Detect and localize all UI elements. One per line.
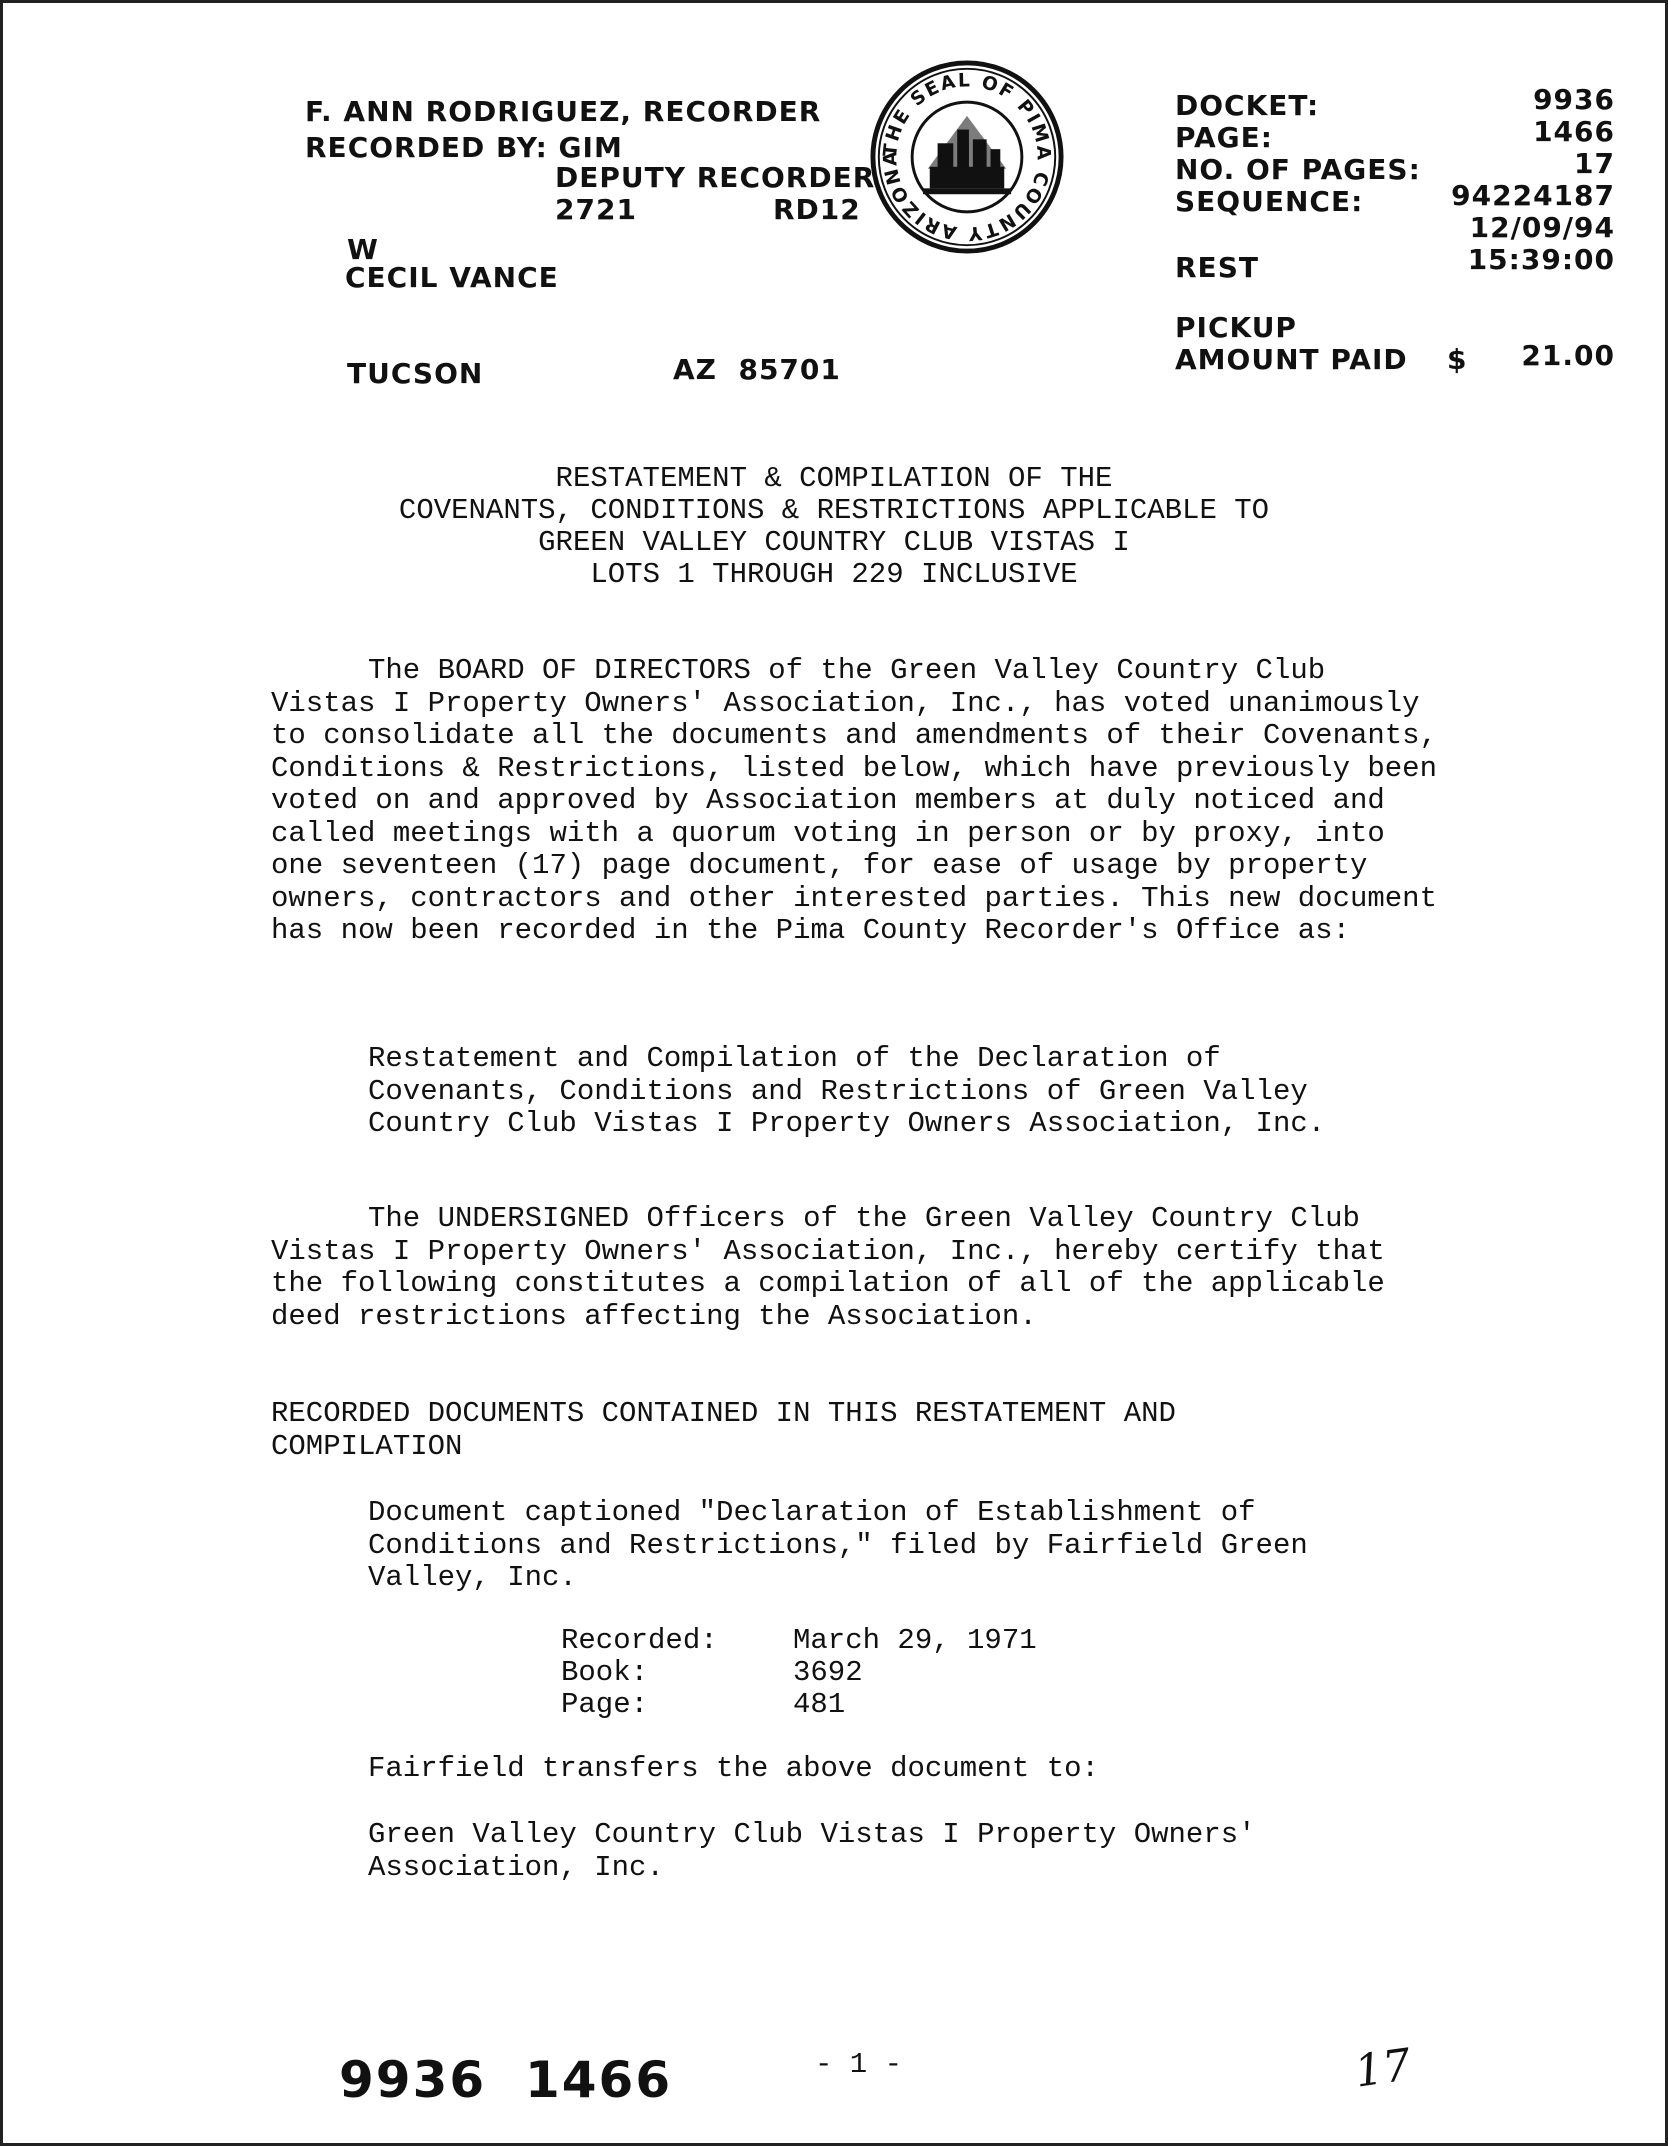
sequence-label: SEQUENCE: xyxy=(1175,185,1364,218)
recorder-code-2: RD12 xyxy=(773,193,861,226)
transferee-name: Green Valley Country Club Vistas I Property Owners' Association, Inc. xyxy=(368,1818,1256,1884)
title-line-2: COVENANTS, CONDITIONS & RESTRICTIONS APPLICABLE TO xyxy=(398,494,1270,527)
page-label: PAGE: xyxy=(1175,121,1273,154)
sequence-value: 94224187 xyxy=(1451,179,1615,212)
w-mark: W xyxy=(347,233,379,266)
county-seal-icon xyxy=(869,59,1065,255)
book-label: Book: xyxy=(561,1656,649,1689)
page-value: 1466 xyxy=(1533,115,1615,148)
document-caption: Document captioned "Declaration of Establishment of Conditions and Restrictions," filed by Fairfield Green Valley, Inc. xyxy=(368,1496,1308,1594)
title-line-4: LOTS 1 THROUGH 229 INCLUSIVE xyxy=(590,558,1078,591)
book-value: 3692 xyxy=(793,1656,863,1689)
recorder-name: F. ANN RODRIGUEZ, RECORDER xyxy=(305,95,822,128)
page-ref-value: 481 xyxy=(793,1688,846,1721)
addressee-city: TUCSON xyxy=(347,357,484,390)
num-pages-value: 17 xyxy=(1574,147,1615,180)
addressee-state-zip: AZ 85701 xyxy=(673,353,841,386)
footer-book-page: 9936 1466 xyxy=(339,2051,673,2109)
page-number: - 1 - xyxy=(815,2048,903,2081)
currency-symbol: $ xyxy=(1447,343,1468,376)
rest-label: REST xyxy=(1175,251,1259,284)
recorded-value: March 29, 1971 xyxy=(793,1624,1037,1657)
deputy-recorder: DEPUTY RECORDER xyxy=(555,161,876,194)
page-ref-label: Page: xyxy=(561,1688,649,1721)
docket-label: DOCKET: xyxy=(1175,89,1320,122)
record-time: 15:39:00 xyxy=(1467,243,1615,276)
recorded-document-title: Restatement and Compilation of the Declaration of Covenants, Conditions and Restrictions of Green Valley Country Club Vistas I Property Owners Association, Inc. xyxy=(368,1042,1326,1140)
addressee-name: CECIL VANCE xyxy=(345,261,559,294)
certification-paragraph: The UNDERSIGNED Officers of the Green Valley Country Club Vistas I Property Owners' Association, Inc., hereby certify that the following constitutes a compilation of all of the applicable deed restrictions affecting the Association. xyxy=(271,1202,1385,1333)
recorder-code-1: 2721 xyxy=(555,193,637,226)
pickup-label: PICKUP xyxy=(1175,311,1297,344)
intro-paragraph: The BOARD OF DIRECTORS of the Green Valley Country Club Vistas I Property Owners' Association, Inc., has voted unanimously to consolidate all the documents and amendments of their Covenants, Conditions & Restrictions, listed below, which have previously been voted on and approved by Association members at duly noticed and called meetings with a quorum voting in person or by proxy, into one seventeen (17) page document, for ease of usage by property owners, contractors and other interested parties. This new document has now been recorded in the Pima County Recorder's Office as: xyxy=(271,654,1437,947)
num-pages-label: NO. OF PAGES: xyxy=(1175,153,1421,186)
amount-paid-label: AMOUNT PAID xyxy=(1175,343,1408,376)
record-date: 12/09/94 xyxy=(1469,211,1615,244)
seal-text: THE SEAL OF PIMA COUNTY ARIZONA xyxy=(880,70,1054,244)
docket-value: 9936 xyxy=(1533,83,1615,116)
title-line-1: RESTATEMENT & COMPILATION OF THE xyxy=(555,462,1113,495)
amount-paid-value: 21.00 xyxy=(1521,339,1615,372)
section-heading: RECORDED DOCUMENTS CONTAINED IN THIS RESTATEMENT AND COMPILATION xyxy=(271,1397,1176,1463)
title-line-3: GREEN VALLEY COUNTRY CLUB VISTAS I xyxy=(538,526,1130,559)
recorded-label: Recorded: xyxy=(561,1624,718,1657)
recorded-by: RECORDED BY: GIM xyxy=(305,131,623,164)
handwritten-page-count: 17 xyxy=(1351,2039,1415,2098)
transfer-statement: Fairfield transfers the above document to: xyxy=(368,1752,1099,1785)
